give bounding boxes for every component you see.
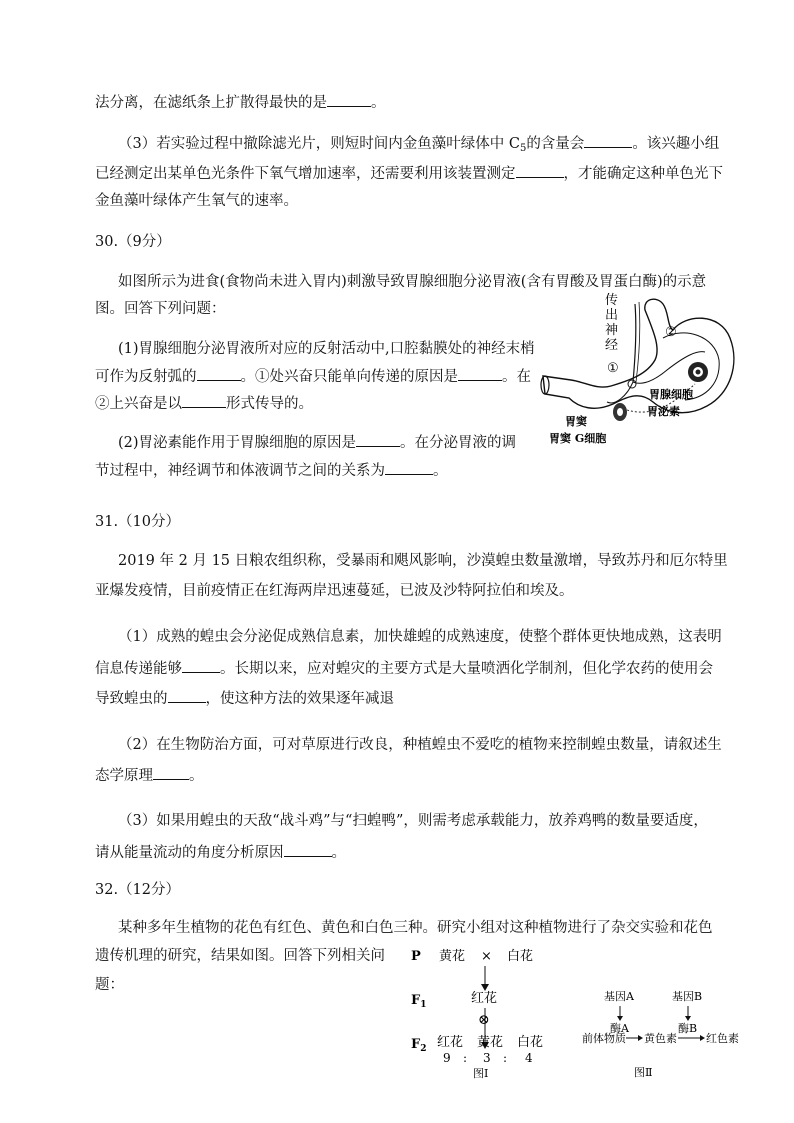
- q32-intro-line2: 遗传机理的研究，结果如图。回答下列相关问: [95, 948, 385, 964]
- p-label: P: [411, 949, 421, 964]
- ratio-yellow: 3: [483, 1051, 491, 1065]
- pathway-diagram: [580, 980, 750, 1080]
- q31-part1-line3: 导致蝗虫的 ，使这种方法的效果逐年减退: [95, 688, 394, 709]
- answer-blank[interactable]: [327, 92, 371, 107]
- figure-ii-caption: 图Ⅱ: [634, 1066, 653, 1079]
- q31-part2-line2: 态学原理 。: [95, 765, 204, 786]
- f2-label: $F_2$: [411, 1037, 427, 1054]
- answer-blank[interactable]: [182, 393, 226, 408]
- q29-line1: 法分离，在滤纸条上扩散得最快的是 。: [95, 92, 386, 113]
- q30-part2-line1: (2)胃泌素能作用于胃腺细胞的原因是 。在分泌胃液的调: [118, 432, 516, 453]
- nerve-label-1: 传: [605, 293, 619, 308]
- answer-blank[interactable]: [182, 658, 220, 673]
- enzyme-a-label: 酶A: [610, 1022, 629, 1035]
- f2-yellow: 黄花: [477, 1035, 504, 1050]
- answer-blank[interactable]: [168, 688, 206, 703]
- f1-red: 红花: [471, 991, 498, 1006]
- q31-part2-line1: （2）在生物防治方面，可对草原进行改良，种植蝗虫不爱吃的植物来控制蝗虫数量，请叙述生: [118, 737, 722, 753]
- enzyme-b-label: 酶B: [678, 1022, 698, 1035]
- red-pigment-label: 红色素: [706, 1032, 739, 1045]
- gene-b-label: 基因B: [672, 990, 703, 1003]
- nerve-label-2: 出: [605, 308, 619, 323]
- f2-white: 白花: [517, 1035, 544, 1050]
- q30-header: 30.（9分）: [95, 234, 171, 250]
- answer-blank[interactable]: [284, 842, 332, 857]
- precursor-label: 前体物质: [582, 1032, 626, 1045]
- selfing-symbol: ⊗: [478, 1012, 490, 1028]
- cross-diagram: [405, 940, 565, 1080]
- marker-2: ②: [665, 325, 677, 340]
- answer-blank[interactable]: [385, 460, 433, 475]
- q29-part3-line3: 金鱼藻叶绿体产生氧气的速率。: [95, 193, 298, 209]
- q31-part1-line1: （1）成熟的蝗虫会分泌促成熟信息素，加快雄蝗的成熟速度，使整个群体更快地成熟，这表明: [118, 629, 722, 645]
- q30-part1-line3: ②上兴奋是以 形式传导的。: [95, 393, 313, 414]
- marker-1: ①: [607, 361, 619, 376]
- f2-red: 红花: [437, 1035, 464, 1050]
- answer-blank[interactable]: [458, 366, 502, 381]
- nerve-label-4: 经: [605, 338, 619, 353]
- q32-header: 32.（12分）: [95, 882, 181, 898]
- ratio-red: 9: [443, 1051, 451, 1065]
- q31-header: 31.（10分）: [95, 514, 181, 530]
- antrum-label: 胃窦: [565, 415, 587, 428]
- q30-intro-line1: 如图所示为进食(食物尚未进入胃内)刺激导致胃腺细胞分泌胃液(含有胃酸及胃蛋白酶)的示意: [118, 274, 707, 290]
- yellow-pigment-label: 黄色素: [644, 1032, 677, 1045]
- q32-intro-line3: 题：: [95, 977, 124, 993]
- gastrin-label: 胃泌素: [647, 405, 680, 418]
- stomach-diagram: [535, 290, 740, 450]
- answer-blank[interactable]: [153, 765, 189, 780]
- q30-part2-line2: 节过程中，神经调节和体液调节之间的关系为 。: [95, 460, 448, 481]
- q29-part3-line1: （3）若实验过程中撤除滤光片，则短时间内金鱼藻叶绿体中 $C_5$的含量会 。该兴趣小组: [118, 133, 719, 159]
- q31-intro-line1: 2019 年 2 月 15 日粮农组织称，受暴雨和飓风影响，沙漠蝗虫数量激增，导致苏丹和厄尔特里: [118, 553, 728, 569]
- nerve-label-3: 神: [605, 323, 619, 338]
- q30-part1-line1: (1)胃腺细胞分泌胃液所对应的反射活动中,口腔黏膜处的神经末梢: [118, 341, 535, 357]
- figure-i-caption: 图Ⅰ: [473, 1067, 489, 1080]
- q31-part3-line2: 请从能量流动的角度分析原因 。: [95, 842, 346, 863]
- ratio-colon-2: :: [503, 1051, 508, 1065]
- ratio-colon-1: :: [463, 1051, 468, 1065]
- cross-symbol: ×: [481, 949, 492, 964]
- q30-intro-line2: 图。回答下列问题：: [95, 301, 226, 317]
- answer-blank[interactable]: [356, 432, 400, 447]
- q31-intro-line2: 亚爆发疫情，目前疫情正在红海两岸迅速蔓延，已波及沙特阿拉伯和埃及。: [95, 583, 574, 599]
- q30-part1-line2: 可作为反射弧的 。①处兴奋只能单向传递的原因是 。在: [95, 366, 531, 387]
- q31-part3-line1: （3）如果用蝗虫的天敌“战斗鸡”与“扫蝗鸭”，则需考虑承载能力，放养鸡鸭的数量要适度，: [118, 813, 708, 829]
- ratio-white: 4: [525, 1051, 533, 1065]
- answer-blank[interactable]: [584, 133, 632, 148]
- gland-cell-label: 胃腺细胞: [649, 388, 693, 401]
- gene-a-label: 基因A: [604, 990, 634, 1003]
- q31-part1-line2: 信息传递能够 。长期以来，应对蝗灾的主要方式是大量喷洒化学制剂，但化学农药的使用会: [95, 658, 713, 679]
- q29-part3-line2: 已经测定出某单色光条件下氧气增加速率，还需要利用该装置测定 ，才能确定这种单色光下: [95, 163, 723, 184]
- answer-blank[interactable]: [516, 163, 564, 178]
- p-white: 白花: [507, 949, 534, 964]
- g-cell-label: 胃窦 G细胞: [549, 432, 607, 445]
- q32-intro-line1: 某种多年生植物的花色有红色、黄色和白色三种。研究小组对这种植物进行了杂交实验和花色: [118, 920, 713, 936]
- efferent-nerve: [633, 304, 636, 382]
- answer-blank[interactable]: [197, 366, 241, 381]
- p-yellow: 黄花: [439, 949, 466, 964]
- f1-label: $F_1$: [411, 993, 427, 1010]
